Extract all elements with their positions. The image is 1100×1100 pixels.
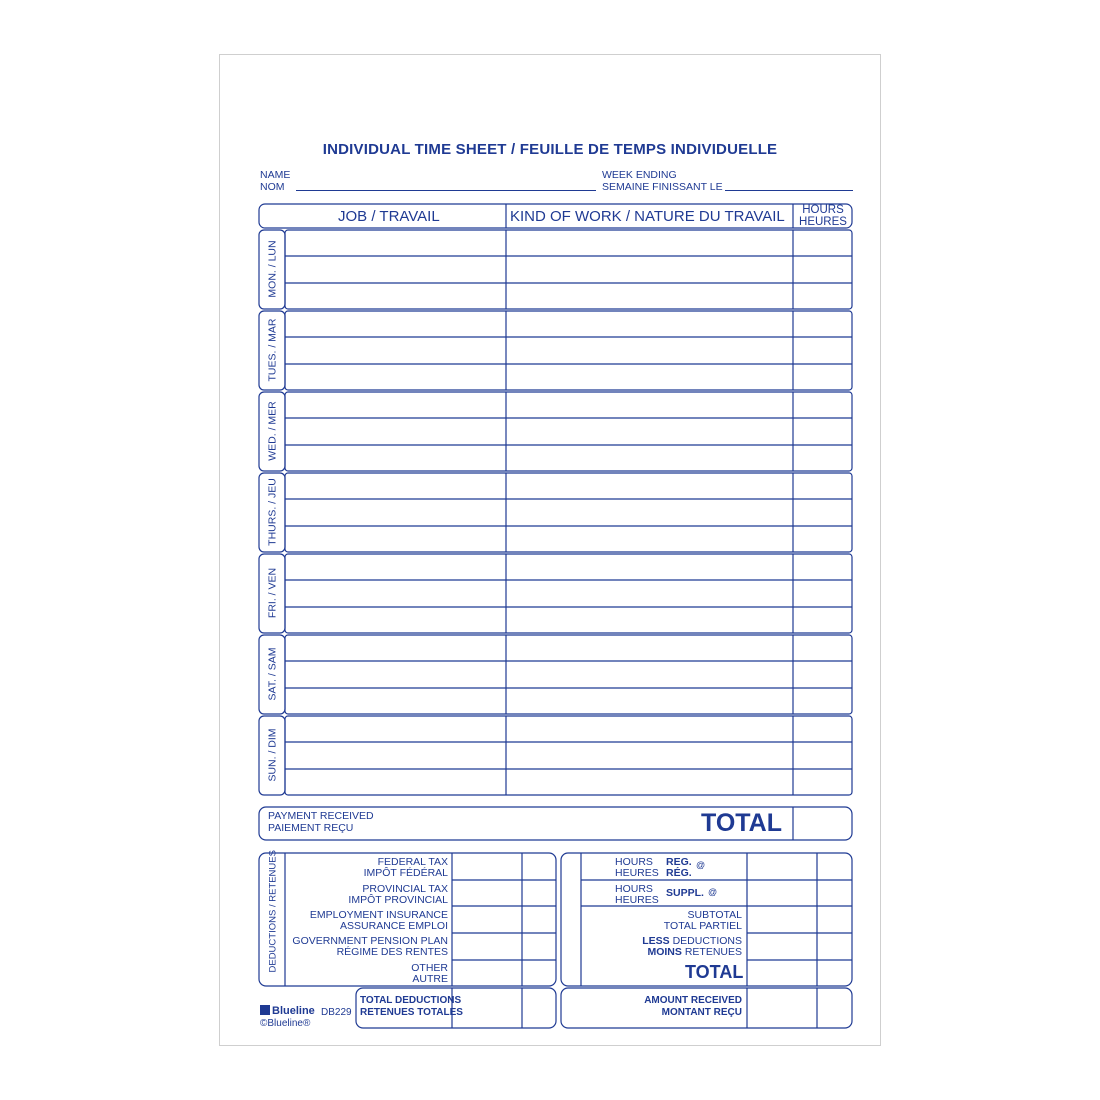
day-rows-1 bbox=[285, 311, 852, 390]
hours-column-header: HOURS HEURES bbox=[799, 204, 847, 228]
deduction-provincial-tax: PROVINCIAL TAX IMPÔT PROVINCIAL bbox=[348, 883, 448, 906]
amount-received-label: AMOUNT RECEIVED MONTANT REÇU bbox=[644, 995, 742, 1018]
deduction-federal-tax: FEDERAL TAX IMPÔT FÉDÉRAL bbox=[363, 856, 448, 879]
suppl-hours-label: HOURS HEURES bbox=[615, 883, 659, 906]
page-title: INDIVIDUAL TIME SHEET / FEUILLE DE TEMPS INDIVIDUELLE bbox=[322, 141, 778, 158]
week-ending-label: WEEK ENDING SEMAINE FINISSANT LE bbox=[602, 169, 723, 193]
suppl-at-symbol: @ bbox=[708, 887, 718, 897]
copyright-label: ©Blueline® bbox=[260, 1018, 311, 1029]
job-column-header: JOB / TRAVAIL bbox=[338, 208, 440, 225]
day-label: SUN. / DIM bbox=[266, 727, 278, 782]
day-label: THURS. / JEU bbox=[266, 477, 278, 546]
reg-at-symbol: @ bbox=[696, 860, 706, 870]
subtotal-label: SUBTOTAL TOTAL PARTIEL bbox=[663, 909, 742, 932]
kind-of-work-column-header: KIND OF WORK / NATURE DU TRAVAIL bbox=[510, 208, 785, 225]
blueline-logo: Blueline bbox=[260, 1005, 315, 1017]
less-deductions-label: LESS DEDUCTIONS MOINS RETENUES bbox=[642, 935, 742, 958]
deduction-other: OTHER AUTRE bbox=[411, 962, 448, 985]
suppl-rate-label: SUPPL. bbox=[666, 887, 704, 899]
reg-hours-label: HOURS HEURES bbox=[615, 856, 659, 879]
reg-rate-label: REG. RÉG. bbox=[666, 856, 692, 879]
deduction-employment-insurance: EMPLOYMENT INSURANCE ASSURANCE EMPLOI bbox=[309, 909, 448, 932]
day-rows-3 bbox=[285, 473, 852, 552]
day-rows-2 bbox=[285, 392, 852, 471]
day-label: TUES. / MAR bbox=[266, 318, 278, 382]
day-label: MON. / LUN bbox=[266, 239, 278, 298]
day-rows-0 bbox=[285, 230, 852, 309]
name-label: NAME NOM bbox=[260, 169, 291, 193]
day-label: WED. / MER bbox=[266, 400, 278, 461]
summary-total-label: TOTAL bbox=[685, 962, 744, 982]
day-rows-6 bbox=[285, 716, 852, 795]
deductions-side-label: DEDUCTIONS / RETENUES bbox=[267, 850, 279, 973]
form-code: DB229 bbox=[321, 1007, 352, 1018]
payment-total-label: TOTAL bbox=[701, 809, 783, 837]
blueline-logo-icon bbox=[260, 1005, 270, 1015]
day-label: FRI. / VEN bbox=[266, 567, 278, 618]
deduction-pension-plan: GOVERNMENT PENSION PLAN RÉGIME DES RENTES bbox=[292, 935, 448, 958]
total-deductions-label: TOTAL DEDUCTIONS RETENUES TOTALES bbox=[360, 995, 463, 1018]
day-rows-4 bbox=[285, 554, 852, 633]
day-rows-5 bbox=[285, 635, 852, 714]
day-label: SAT. / SAM bbox=[266, 647, 278, 700]
payment-received-label: PAYMENT RECEIVED PAIEMENT REÇU bbox=[268, 810, 374, 834]
